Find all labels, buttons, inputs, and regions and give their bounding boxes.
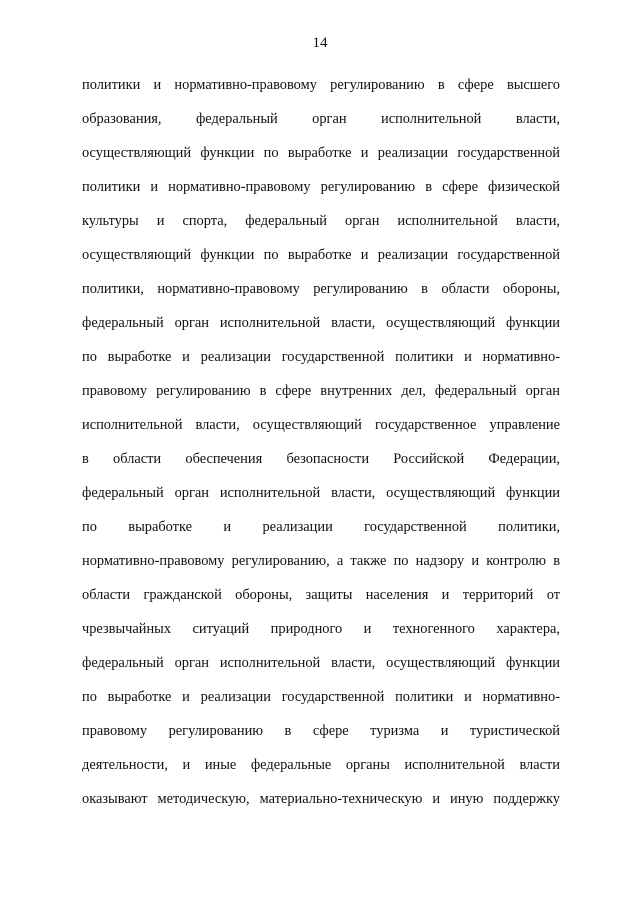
text-line: правовому регулированию в сфере внутренних дел, федеральный орган (82, 383, 560, 399)
text-line: федеральный орган исполнительной власти, осуществляющий функции (82, 655, 560, 671)
text-line: по выработке и реализации государственной политики, (82, 519, 560, 535)
text-line: деятельности, и иные федеральные органы исполнительной власти (82, 757, 560, 773)
page-number: 14 (312, 35, 328, 51)
text-line: исполнительной власти, осуществляющий государственное управление (82, 417, 560, 433)
text-line: политики и нормативно-правовому регулированию в сфере физической (82, 179, 560, 195)
text-line: области гражданской обороны, защиты населения и территорий от (82, 587, 560, 603)
text-line: федеральный орган исполнительной власти, осуществляющий функции (82, 485, 560, 501)
text-line: оказывают методическую, материально-техническую и иную поддержку (82, 791, 560, 807)
text-line: федеральный орган исполнительной власти, осуществляющий функции (82, 315, 560, 331)
text-line: нормативно-правовому регулированию, а также по надзору и контролю в (82, 553, 560, 569)
body-text (82, 70, 560, 818)
text-line: в области обеспечения безопасности Российской Федерации, (82, 451, 560, 467)
text-line: культуры и спорта, федеральный орган исполнительной власти, (82, 213, 560, 229)
text-line: по выработке и реализации государственной политики и нормативно- (82, 689, 560, 705)
text-line: осуществляющий функции по выработке и реализации государственной (82, 247, 560, 263)
text-line: политики и нормативно-правовому регулированию в сфере высшего (82, 77, 560, 93)
text-line: осуществляющий функции по выработке и реализации государственной (82, 145, 560, 161)
text-line: чрезвычайных ситуаций природного и техногенного характера, (82, 621, 560, 637)
text-line: правовому регулированию в сфере туризма и туристической (82, 723, 560, 739)
text-line: образования, федеральный орган исполнительной власти, (82, 111, 560, 127)
text-line: по выработке и реализации государственной политики и нормативно- (82, 349, 560, 365)
text-line: политики, нормативно-правовому регулированию в области обороны, (82, 281, 560, 297)
